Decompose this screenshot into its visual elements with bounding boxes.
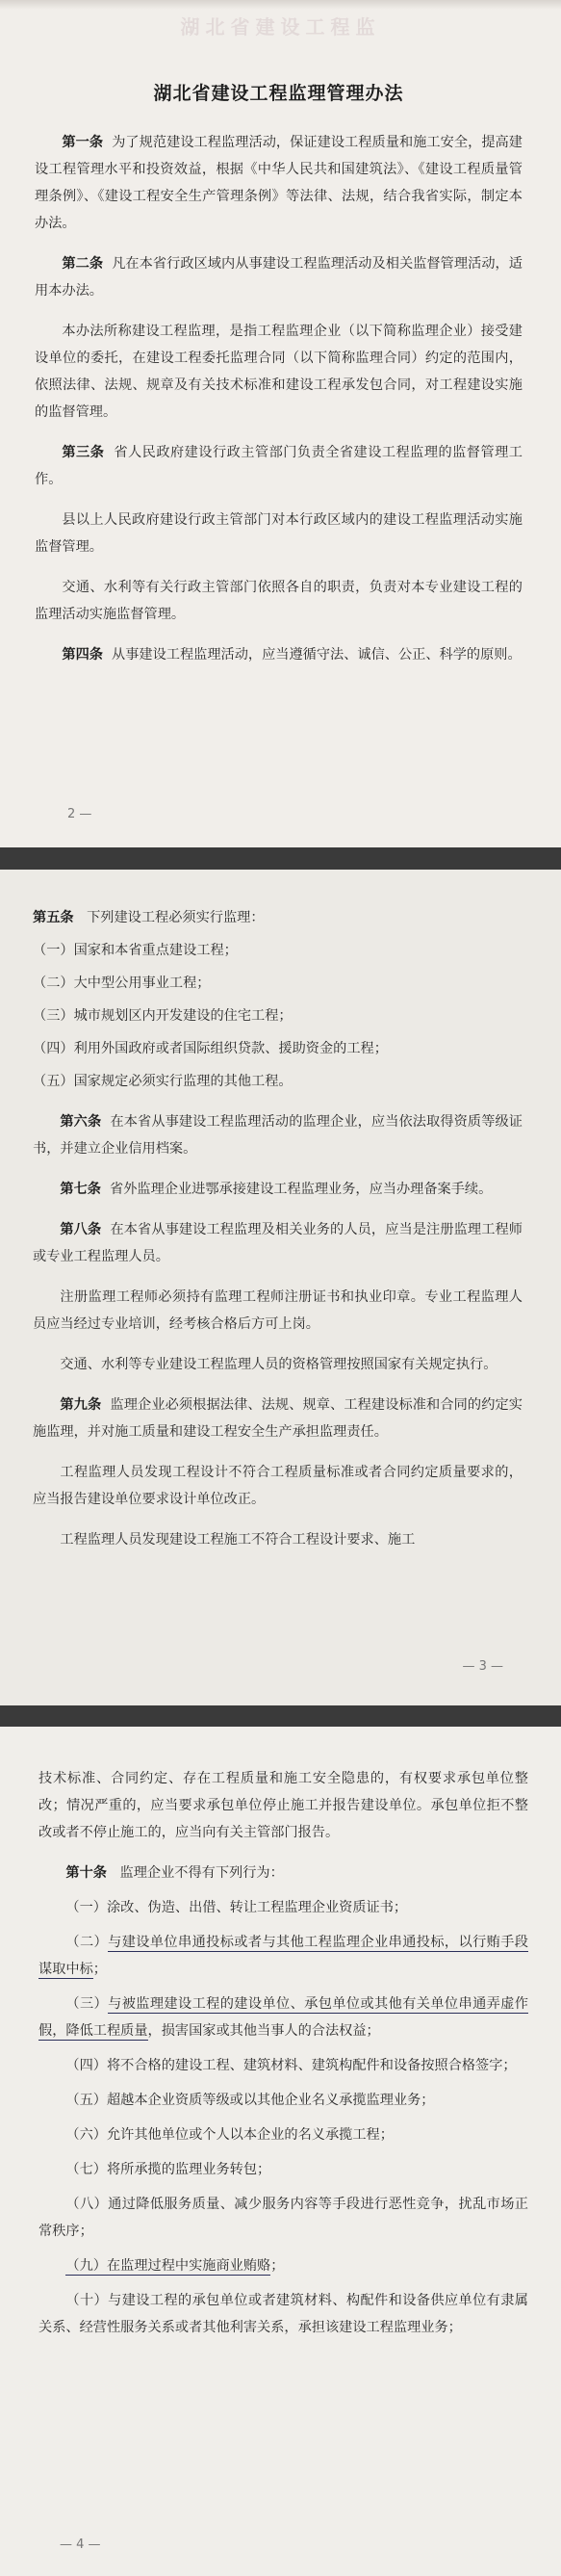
article-heading: 第一条	[62, 135, 104, 150]
page-number-value: 2	[67, 807, 76, 821]
list-item	[38, 1929, 528, 1983]
article-heading: 第二条	[62, 256, 104, 272]
item-text: （五）超越本企业资质等级或以其他企业名义承揽监理业务；	[65, 2093, 435, 2108]
paragraph-text: 在本省从事建设工程监理及相关业务的人员，应当是注册监理工程师或专业工程监理人员。	[33, 1222, 523, 1264]
list-item: （五）国家规定必须实行监理的其他工程。	[33, 1074, 293, 1089]
article-5	[33, 904, 523, 931]
article-paragraph	[35, 129, 523, 237]
bleed-through-watermark: 湖北省建设工程监	[180, 15, 381, 39]
page-number-value: 4	[76, 2537, 85, 2552]
list-item: （二）大中型公用事业工程；	[33, 976, 211, 991]
list-item	[38, 2156, 528, 2183]
list-item	[38, 1991, 528, 2044]
page-number: — 3 —	[462, 1659, 503, 1674]
underlined-text: 与被监理建设工程的建设单位、承包单位或其他有关单位串通弄虚作假，降低工程质量	[38, 1996, 528, 2039]
paragraph-text: 工程监理人员发现工程设计不符合工程质量标准或者合同约定质量要求的，应当报告建设单位要求设计单位改正。	[33, 1465, 523, 1507]
list-item	[38, 2052, 528, 2079]
page2-paragraphs	[33, 1108, 523, 1553]
item-text: （四）将不合格的建设工程、建筑材料、建筑构配件和设备按照合格签字；	[65, 2058, 517, 2073]
list-item	[38, 2121, 528, 2148]
paragraph-text: 工程监理人员发现建设工程施工不符合工程设计要求、施工	[60, 1532, 416, 1548]
page3-body	[38, 1727, 528, 2341]
page2-body	[33, 870, 523, 1553]
list-item: （四）利用外国政府或者国际组织贷款、援助资金的工程；	[33, 1041, 388, 1056]
paragraph-text: 本办法所称建设工程监理，是指工程监理企业（以下简称监理企业）接受建设单位的委托，在建设工程委托监理合同（以下简称监理合同）约定的范围内，依照法律、法规、规章及有关技术标准和建设工程承发包合同，对工程建设实施的监督管理。	[35, 324, 523, 420]
list-item	[38, 2191, 528, 2245]
list-item: （一）国家和本省重点建设工程；	[33, 943, 238, 958]
page-number: 2 —	[67, 807, 92, 821]
list-item	[38, 2287, 528, 2341]
article-heading: 第九条	[60, 1397, 102, 1413]
item-text-tail: ；	[92, 1962, 107, 1977]
article-text: 监理企业不得有下列行为：	[119, 1865, 284, 1881]
page-number-value: 3	[478, 1659, 487, 1674]
document-title: 湖北省建设工程监理管理办法	[153, 83, 404, 104]
page-number: — 4 —	[60, 2537, 101, 2552]
paragraph-text: 凡在本省行政区域内从事建设工程监理活动及相关监督管理活动，适用本办法。	[35, 256, 523, 299]
paragraph-text: 注册监理工程师必须持有监理工程师注册证书和执业印章。专业工程监理人员应当经过专业培训，经考核合格后方可上岗。	[33, 1289, 523, 1332]
paragraph	[33, 1526, 523, 1553]
item-text: （十）与建设工程的承包单位或者建筑材料、构配件和设备供应单位有隶属关系、经营性服务关系或者其他利害关系，承担该建设工程监理业务；	[38, 2293, 528, 2335]
paragraph	[33, 1351, 523, 1378]
item-text: （一）涂改、伪造、出借、转让工程监理企业资质证书；	[65, 1900, 408, 1915]
paragraph-text: 县以上人民政府建设行政主管部门对本行政区域内的建设工程监理活动实施监督管理。	[35, 512, 523, 555]
article-paragraph	[33, 1216, 523, 1270]
document-page-1	[0, 0, 561, 847]
list-item	[38, 2252, 528, 2279]
paragraph	[33, 1284, 523, 1338]
document-page-2	[0, 870, 561, 1705]
scan-edge	[0, 0, 561, 10]
list-item: （三）城市规划区内开发建设的住宅工程；	[33, 1008, 293, 1024]
paragraph	[35, 318, 523, 426]
item-text: （三）	[65, 1996, 109, 2012]
article-paragraph	[35, 439, 523, 493]
item-text: （二）	[65, 1935, 109, 1950]
paragraph-text: 省外监理企业进鄂承接建设工程监理业务，应当办理备案手续。	[110, 1182, 493, 1197]
list-item	[38, 2087, 528, 2114]
paragraph	[33, 1459, 523, 1513]
article-heading: 第八条	[60, 1222, 102, 1237]
paragraph-text: 在本省从事建设工程监理活动的监理企业，应当依法取得资质等级证书，并建立企业信用档案。	[33, 1114, 523, 1157]
article-10-items	[38, 1894, 528, 2341]
article-heading: 第十条	[65, 1865, 107, 1881]
article-paragraph	[33, 1108, 523, 1162]
article-10	[38, 1860, 528, 1886]
document-page-3	[0, 1727, 561, 2576]
page1-body	[35, 129, 523, 668]
paragraph-text: 监理企业必须根据法律、法规、规章、工程建设标准和合同的约定实施监理，并对施工质量和建设工程安全生产承担监理责任。	[33, 1397, 523, 1440]
list-item	[38, 1894, 528, 1921]
item-text: （六）允许其他单位或个人以本企业的名义承揽工程；	[65, 2127, 394, 2143]
article-heading: 第四条	[62, 647, 103, 663]
article-paragraph	[35, 250, 523, 304]
item-text-tail: ，损害国家或其他当事人的合法权益；	[147, 2023, 380, 2039]
article-heading: 第三条	[62, 445, 105, 460]
item-text: （八）通过降低服务质量、减少服务内容等手段进行恶性竞争，扰乱市场正常秩序；	[38, 2197, 528, 2239]
underlined-text: 与建设单位串通投标或者与其他工程监理企业串通投标，以行贿手段谋取中标	[38, 1935, 528, 1977]
article-heading: 第六条	[60, 1114, 102, 1130]
article-paragraph	[33, 1392, 523, 1445]
article-heading: 第五条	[33, 910, 74, 925]
paragraph-text: 交通、水利等专业建设工程监理人员的资格管理按照国家有关规定执行。	[60, 1357, 497, 1372]
continuation-paragraph: 技术标准、合同约定、存在工程质量和施工安全隐患的，有权要求承包单位整改；情况严重的，应当要求承包单位停止施工并报告建设单位。承包单位拒不整改或者不停止施工的，应当向有关主管部门报告。	[38, 1771, 528, 1840]
article-paragraph	[33, 1176, 523, 1203]
paragraph	[35, 574, 523, 628]
paragraph-text: 为了规范建设工程监理活动，保证建设工程质量和施工安全，提高建设工程管理水平和投资效益，根据《中华人民共和国建筑法》、《建设工程质量管理条例》、《建设工程安全生产管理条例》等法律、法规，结合我省实际，制定本办法。	[35, 135, 523, 231]
item-text: （七）将所承揽的监理业务转包；	[65, 2162, 271, 2177]
article-paragraph	[35, 641, 523, 668]
item-text-tail: ；	[270, 2258, 285, 2274]
underlined-text: （九）在监理过程中实施商业贿赂	[65, 2258, 271, 2274]
paragraph-text: 从事建设工程监理活动，应当遵循守法、诚信、公正、科学的原则。	[112, 647, 522, 663]
paragraph	[35, 507, 523, 560]
paragraph-text: 省人民政府建设行政主管部门负责全省建设工程监理的监督管理工作。	[35, 445, 523, 487]
article-heading: 第七条	[60, 1182, 101, 1197]
paragraph-text: 交通、水利等有关行政主管部门依照各自的职责，负责对本专业建设工程的监理活动实施监督管理。	[35, 580, 523, 622]
article-5-items	[33, 937, 523, 1095]
article-text: 下列建设工程必须实行监理：	[87, 910, 265, 925]
